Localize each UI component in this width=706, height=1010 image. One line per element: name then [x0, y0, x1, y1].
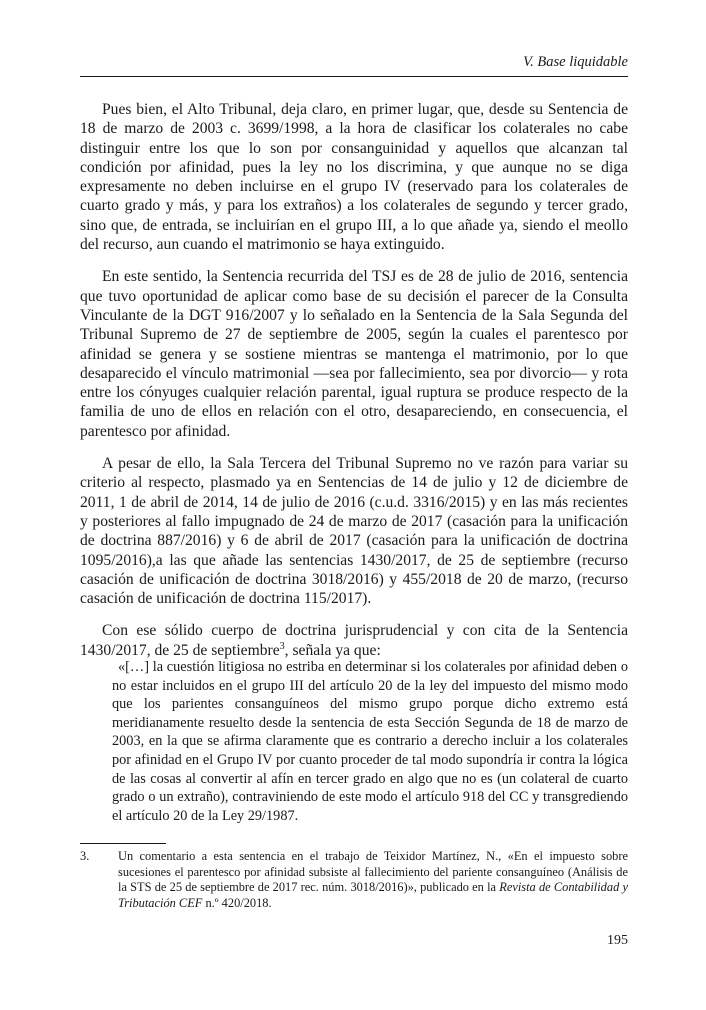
paragraph-1: Pues bien, el Alto Tribunal, deja claro, en primer lugar, que, desde su Sentencia de 18 de marzo de 2003 c. 3699/1998, a la hora de clasificar los colaterales no cabe distinguir entre los que lo son por consanguinidad y aquellos que alcanzan tal condición por afinidad, pues la ley no los discrimina, y que aunque no se diga expresamente no deben incluirse en el grupo IV (reservado para los colaterales de cuarto grado y más, y para los extraños) a los colaterales de segundo y tercer grado, sino que, de entrada, se incluirían en el grupo III, a lo que añade ya, siendo el meollo del recurso, aun cuando el matrimonio se haya extinguido. [80, 101, 628, 254]
paragraph-4 [80, 621, 628, 660]
footnote-number: 3. [80, 849, 90, 863]
footnote-text-after: n.º 420/2018. [202, 895, 272, 910]
running-header-title: V. Base liquidable [523, 54, 628, 70]
block-quote: «[…] la cuestión litigiosa no estriba en determinar si los colaterales por afinidad deben o no estar incluidos en el grupo III del artículo 20 de la ley del impuesto del mismo modo que los parientes consanguíneos del mismo grupo porque dicho extremo está meridianamente resuelto desde la sentencia de esta Sección Segunda de 18 de marzo de 2003, en la que se afirma claramente que es contrario a derecho incluir a los colaterales por afinidad en el Grupo IV por cuanto proceder de tal modo supondría ir contra la lógica de las cosas al convertir al afín en tercer grado en algo que no es (un colateral de cuarto grado o un extraño), contraviniendo de este modo el artículo 918 del CC y transgrediendo el artículo 20 de la Ley 29/1987. [112, 659, 628, 824]
paragraph-4-tail: , señala ya que: [284, 641, 381, 659]
paragraph-3: A pesar de ello, la Sala Tercera del Tribunal Supremo no ve razón para variar su criterio al respecto, plasmado ya en Sentencias de 14 de julio y 12 de diciembre de 2011, 1 de abril de 2014, 14 de julio de 2016 (c.u.d. 3316/2015) y en las más recientes y posteriores al fallo impugnado de 24 de marzo de 2017 (casación para la unificación de doctrina 887/2016) y 6 de abril de 2017 (casación para la unificación de doctrina 1095/2016),a las que añade las sentencias 1430/2017, de 25 de septiembre (recurso casación de unificación de doctrina 3018/2016) y 455/2018 de 20 de marzo, (recurso casación de unificación de doctrina 115/2017). [80, 455, 628, 608]
footnote-text [118, 849, 628, 911]
footnote-journal: Revista de Contabilidad y Tributación CEF [118, 880, 628, 910]
footnote-text-before: Un comentario a esta sentencia en el trabajo de Teixidor Martínez, N., «En el impuesto sobre sucesiones el parentesco por afinidad subsiste al fallecimiento del pariente consanguíneo (Análisis de la STS de 25 de septiembre de 2017 rec. núm. 3018/2016)», publicado en la [118, 849, 628, 895]
main-text [80, 100, 628, 673]
footnote-divider [80, 843, 166, 844]
running-header [80, 52, 628, 77]
paragraph-4-text: Con ese sólido cuerpo de doctrina jurisprudencial y con cita de la Sentencia 1430/2017, de 25 de septiembre [80, 622, 628, 659]
footnote [80, 849, 628, 911]
paragraph-2: En este sentido, la Sentencia recurrida del TSJ es de 28 de julio de 2016, sentencia que tuvo oportunidad de aplicar como base de su decisión el parecer de la Consulta Vinculante de la DGT 916/2007 y lo señalado en la Sentencia de la Sala Segunda del Tribunal Supremo de 27 de septiembre de 2005, según la cuales el parentesco por afinidad se genera y se sostiene mientras se mantenga el matrimonio, por lo que desaparecido el vínculo matrimonial —sea por fallecimiento, sea por divorcio— y rota entre los cónyuges cualquier relación parental, igual ruptura se produce respecto de la familia de uno de ellos en relación con el otro, desapareciendo, en consecuencia, el parentesco por afinidad. [80, 268, 628, 440]
page-number: 195 [607, 933, 628, 948]
footnote-reference[interactable]: 3 [279, 640, 285, 652]
